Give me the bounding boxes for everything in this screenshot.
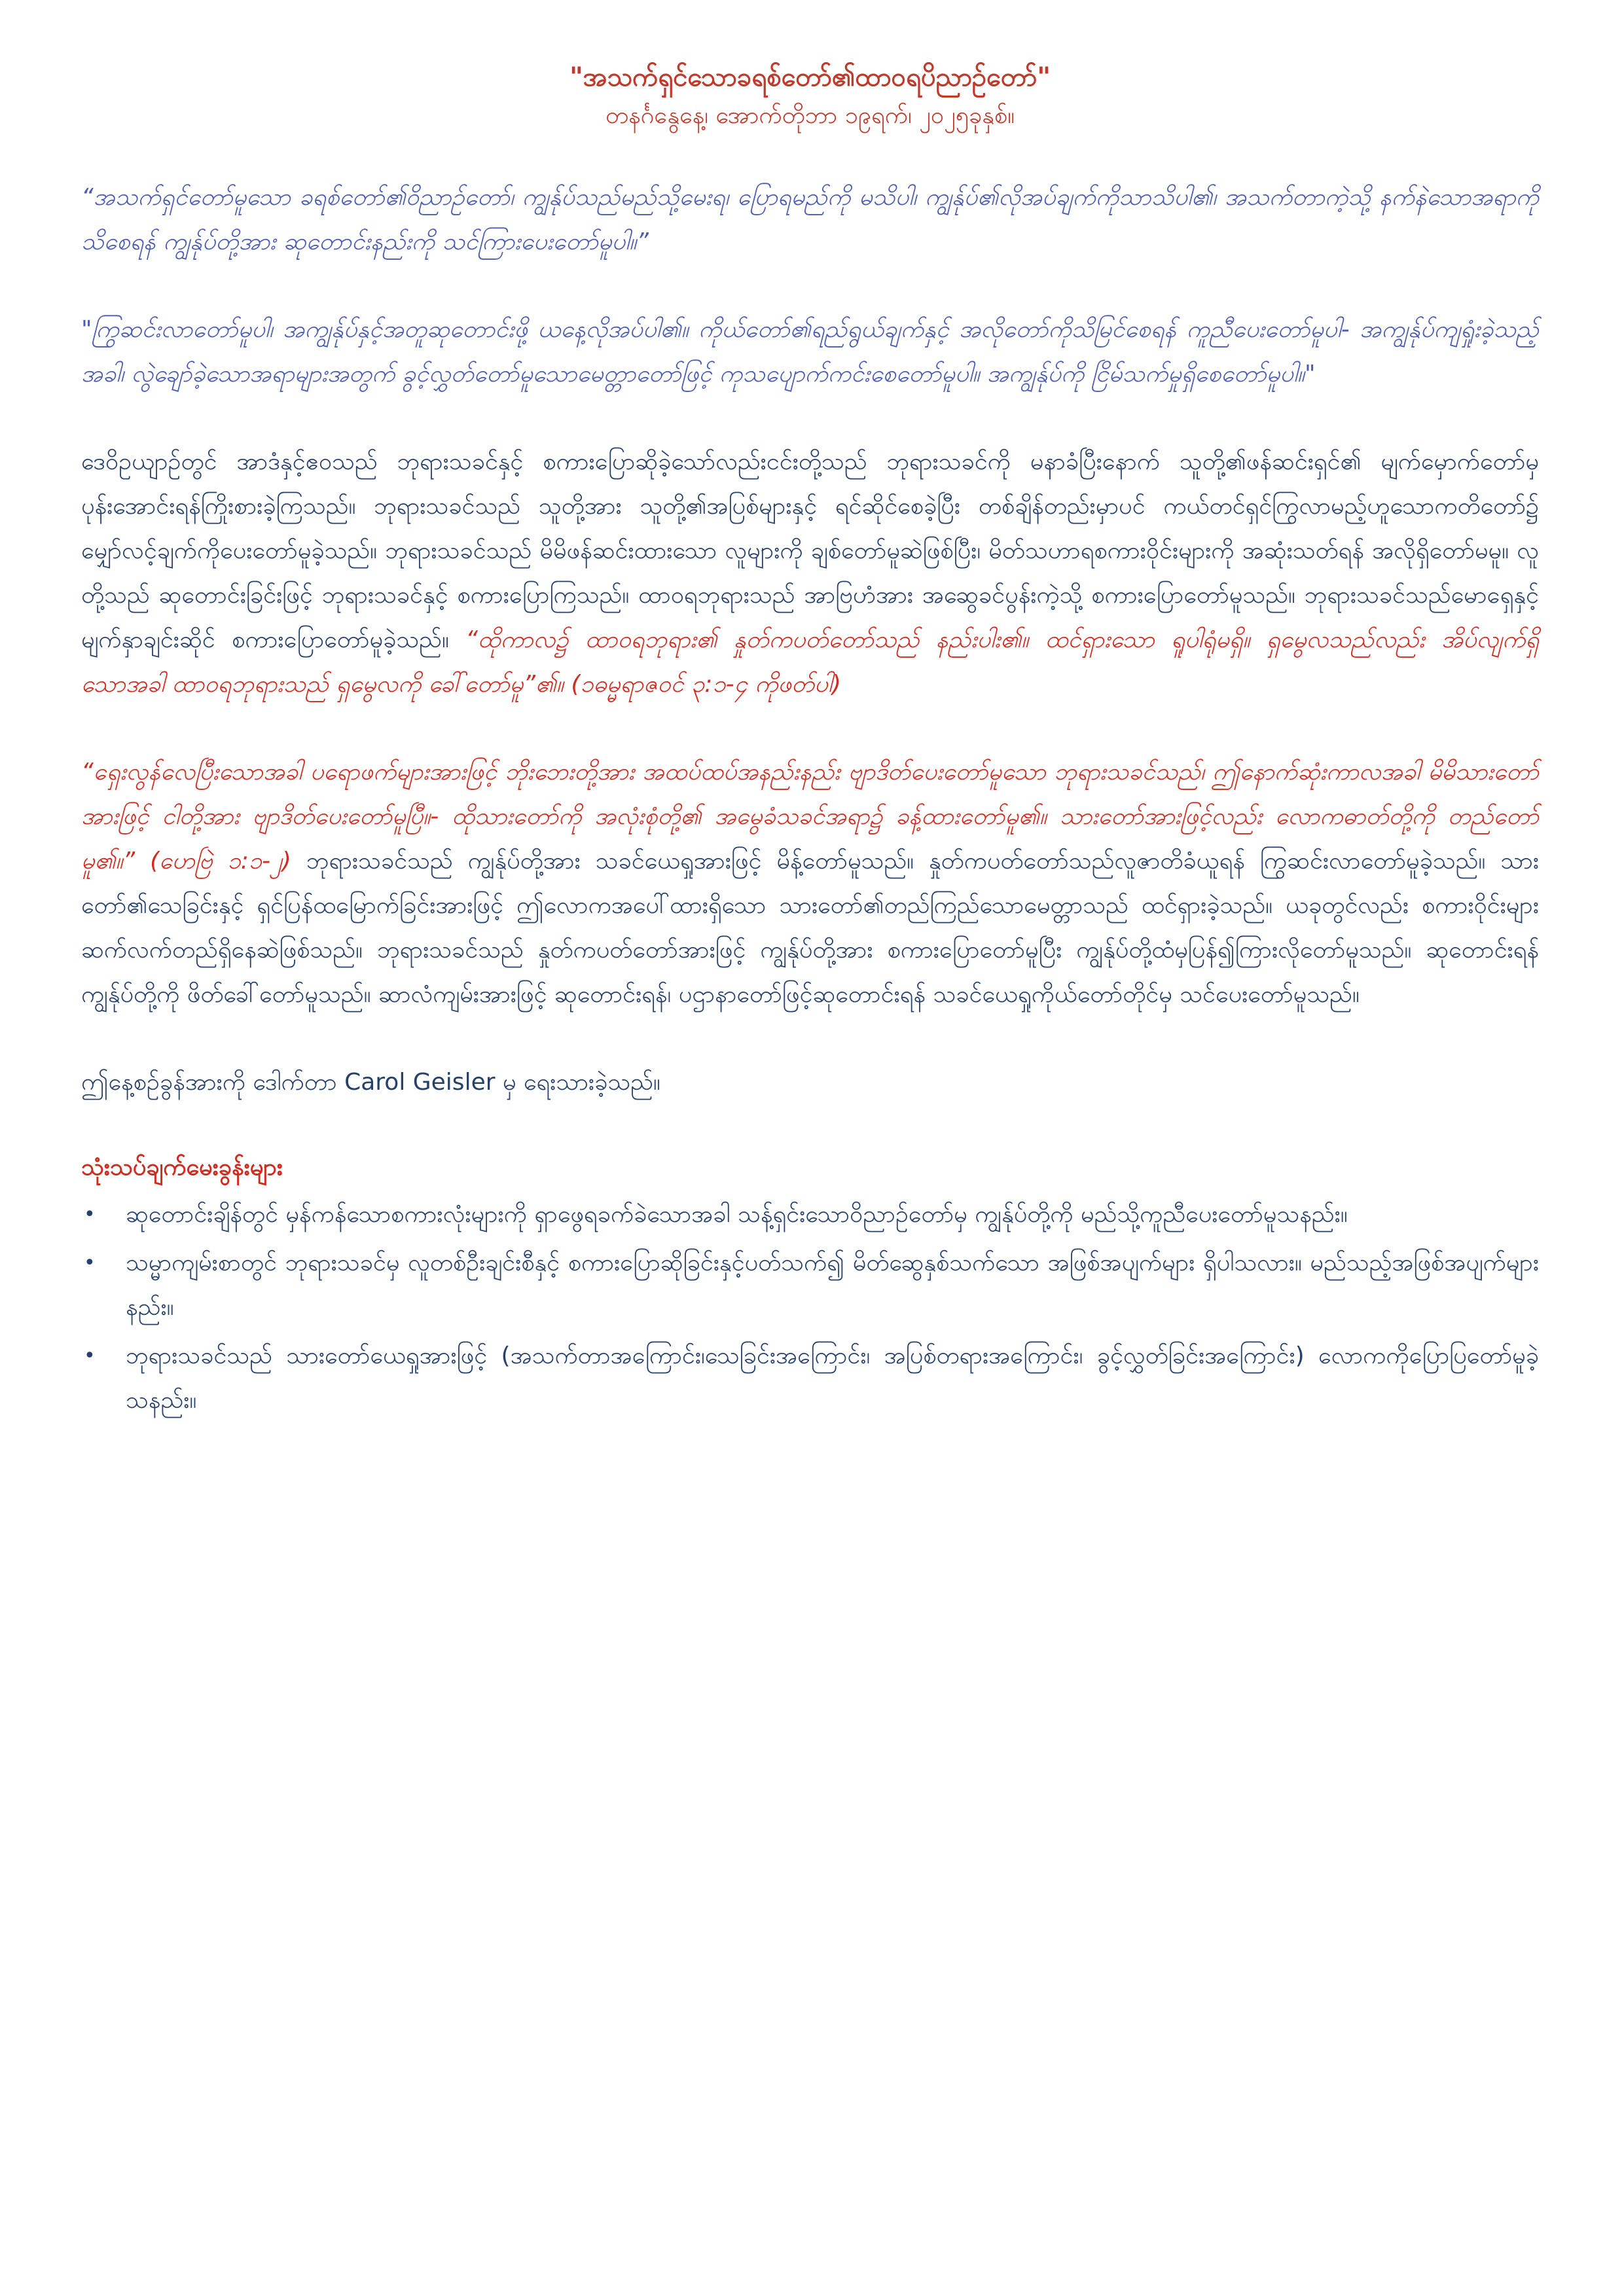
bullet-icon: •: [84, 1251, 96, 1274]
reflection-question: [81, 1334, 1539, 1423]
reflection-question-text: ဘုရားသခင်သည် သားတော်ယေရှုအားဖြင့် (အသက်တာအကြောင်း၊သေခြင်းအကြောင်း၊ အပြစ်တရားအကြောင်း၊ ခွင့်လွှတ်ခြင်းအကြောင်း) လောကကိုပြောပြတော်မူခဲ့သနည်း။: [126, 1342, 1539, 1414]
page-title: "အသက်ရှင်သောခရစ်တော်၏ထာဝရပိညာဉ်တော်": [569, 62, 1051, 92]
scripture-quote-hebrews: “ရှေးလွန်လေပြီးသောအခါ ပရောဖက်များအားဖြင့် ဘိုးဘေးတို့အား အထပ်ထပ်အနည်းနည်း ဗျာဒိတ်ပေးတော်မူသော ဘုရားသခင်သည်၊ ဤနောက်ဆုံးကာလအခါ မိမိသားတော်အားဖြင့် ငါတို့အား ဗျာဒိတ်ပေးတော်မူပြီ။- ထိုသားတော်ကို အလုံးစုံတို့၏ အမွေခံသခင်အရာ၌ ခန့်ထားတော်မူ၏။ သားတော်အားဖြင့်လည်း လောကဓာတ်တို့ကို တည်တော်မူ၏။” (ဟေဗြဲ ၁:၁-၂): [81, 759, 1539, 874]
reflection-questions-list: [81, 1193, 1539, 1423]
reflection-heading: သုံးသပ်ချက်မေးခွန်းများ: [81, 1154, 283, 1181]
page-date: တနင်္ဂနွေနေ့၊ အောက်တိုဘာ ၁၉ရက်၊ ၂၀၂၅ခုနှစ်။: [605, 102, 1015, 129]
author-credit: ဤနေ့စဉ်ခွန်အားကို ဒေါက်တာ Carol Geisler မှ ရေးသားခဲ့သည်။: [81, 1069, 660, 1096]
body-paragraph-1-text: ဒေဝိဥယျာဉ်တွင် အာဒံနှင့်ဧဝသည် ဘုရားသခင်နှင့် စကားပြောဆိုခဲ့သော်လည်းငင်းတို့သည် ဘုရားသခင်ကို မနာခံပြီးနောက် သူတို့၏ဖန်ဆင်းရှင်၏ မျက်မှောက်တော်မှ ပုန်းအောင်းရန်ကြိုးစားခဲ့ကြသည်။ ဘုရားသခင်သည် သူတို့အား သူတို့၏အပြစ်များနှင့် ရင်ဆိုင်စေခဲ့ပြီး တစ်ချိန်တည်းမှာပင် ကယ်တင်ရှင်ကြွလာမည့်ဟူသောကတိတော်၌ မျှော်လင့်ချက်ကိုပေးတော်မူခဲ့သည်။ ဘုရားသခင်သည် မိမိဖန်ဆင်းထားသော လူများကို ချစ်တော်မူဆဲဖြစ်ပြီး၊ မိတ်သဟာရစကားဝိုင်းများကို အဆုံးသတ်ရန် အလိုရှိတော်မမူ။ လူတို့သည် ဆုတောင်းခြင်းဖြင့် ဘုရားသခင်နှင့် စကားပြောကြသည်။ ထာဝရဘုရားသည် အာဗြဟံအား အဆွေခင်ပွန်းကဲ့သို့ စကားပြောတော်မူသည်။ ဘုရားသခင်သည်မောရှေနှင့် မျက်နှာချင်းဆိုင် စကားပြောတော်မူခဲ့သည်။: [81, 448, 1539, 653]
scripture-quote-samuel: “ထိုကာလ၌ ထာဝရဘုရား၏ နှုတ်ကပတ်တော်သည် နည်းပါး၏။ ထင်ရှားသော ရူပါရုံမရှိ။ ရှမွေလသည်လည်း အိပ်လျက်ရှိသောအခါ ထာဝရဘုရားသည် ရှမွေလကို ခေါ်တော်မူ”၏။ (၁ဓမ္မရာဇဝင် ၃:၁-၄ ကိုဖတ်ပါ): [81, 626, 1539, 698]
reflection-question: [81, 1193, 1539, 1237]
bullet-icon: •: [84, 1344, 96, 1367]
body-paragraph-2-text: ဘုရားသခင်သည် ကျွန်ုပ်တို့အား သခင်ယေရှုအားဖြင့် မိန့်တော်မူသည်။ နှုတ်ကပတ်တော်သည်လူဇာတိခံယူရန် ကြွဆင်းလာတော်မူခဲ့သည်။ သားတော်၏သေခြင်းနှင့် ရှင်ပြန်ထမြောက်ခြင်းအားဖြင့် ဤလောကအပေါ်ထားရှိသော သားတော်၏တည်ကြည်သောမေတ္တာသည် ထင်ရှားခဲ့သည်။ ယခုတွင်လည်း စကားဝိုင်းများ ဆက်လက်တည်ရှိနေဆဲဖြစ်သည်။ ဘုရားသခင်သည် နှုတ်ကပတ်တော်အားဖြင့် ကျွန်ုပ်တို့အား စကားပြောတော်မူပြီး ကျွန်ုပ်တို့ထံမှပြန်၍ကြားလိုတော်မူသည်။ ဆုတောင်းရန် ကျွန်ုပ်တို့ကို ဖိတ်ခေါ်တော်မူသည်။ ဆာလံကျမ်းအားဖြင့် ဆုတောင်းရန်၊ ပဌာနာတော်ဖြင့်ဆုတောင်းရန် သခင်ယေရှုကိုယ်တော်တိုင်မှ သင်ပေးတော်မူသည်။: [81, 848, 1540, 1008]
reflection-question-text: သမ္မာကျမ်းစာတွင် ဘုရားသခင်မှ လူတစ်ဦးချင်းစီနှင့် စကားပြောဆိုခြင်းနှင့်ပတ်သက်၍ မိတ်ဆွေနှစ်သက်သော အဖြစ်အပျက်များ ရှိပါသလား။ မည်သည့်အဖြစ်အပျက်များနည်း။: [126, 1249, 1539, 1321]
second-prayer: "ကြွဆင်းလာတော်မူပါ၊ အကျွန်ုပ်နှင့်အတူဆုတောင်းဖို့ ယနေ့လိုအပ်ပါ၏။ ကိုယ်တော်၏ရည်ရွယ်ချက်နှင့် အလိုတော်ကိုသိမြင်စေရန် ကူညီပေးတော်မူပါ- အကျွန်ုပ်ကျရှုံးခဲ့သည့်အခါ၊ လွဲချော်ခဲ့သောအရာများအတွက် ခွင့်လွှတ်တော်မူသောမေတ္တာတော်ဖြင့် ကုသပျောက်ကင်းစေတော်မူပါ။ အကျွန်ုပ်ကို ငြိမ်သက်မှုရှိစေတော်မူပါ။": [81, 316, 1539, 387]
opening-prayer: “အသက်ရှင်တော်မူသော ခရစ်တော်၏ဝိညာဉ်တော်၊ ကျွန်ုပ်သည်မည်သို့မေးရ၊ ပြောရမည်ကို မသိပါ၊ ကျွန်ုပ်၏လိုအပ်ချက်ကိုသာသိပါ၏၊ အသက်တာကဲ့သို့ နက်နဲသောအရာကို သိစေရန် ကျွန်ုပ်တို့အား ဆုတောင်းနည်းကို သင်ကြားပေးတော်မူပါ။”: [81, 184, 1539, 255]
reflection-question: [81, 1241, 1539, 1330]
reflection-question-text: ဆုတောင်းချိန်တွင် မှန်ကန်သောစကားလုံးများကို ရှာဖွေရခက်ခဲသောအခါ သန့်ရှင်းသောဝိညာဉ်တော်မှ ကျွန်ုပ်တို့ကို မည်သို့ကူညီပေးတော်မူသနည်း။: [126, 1201, 1348, 1228]
body-paragraph-1: [81, 440, 1539, 707]
bullet-icon: •: [84, 1203, 96, 1226]
body-paragraph-2: [81, 750, 1539, 1017]
